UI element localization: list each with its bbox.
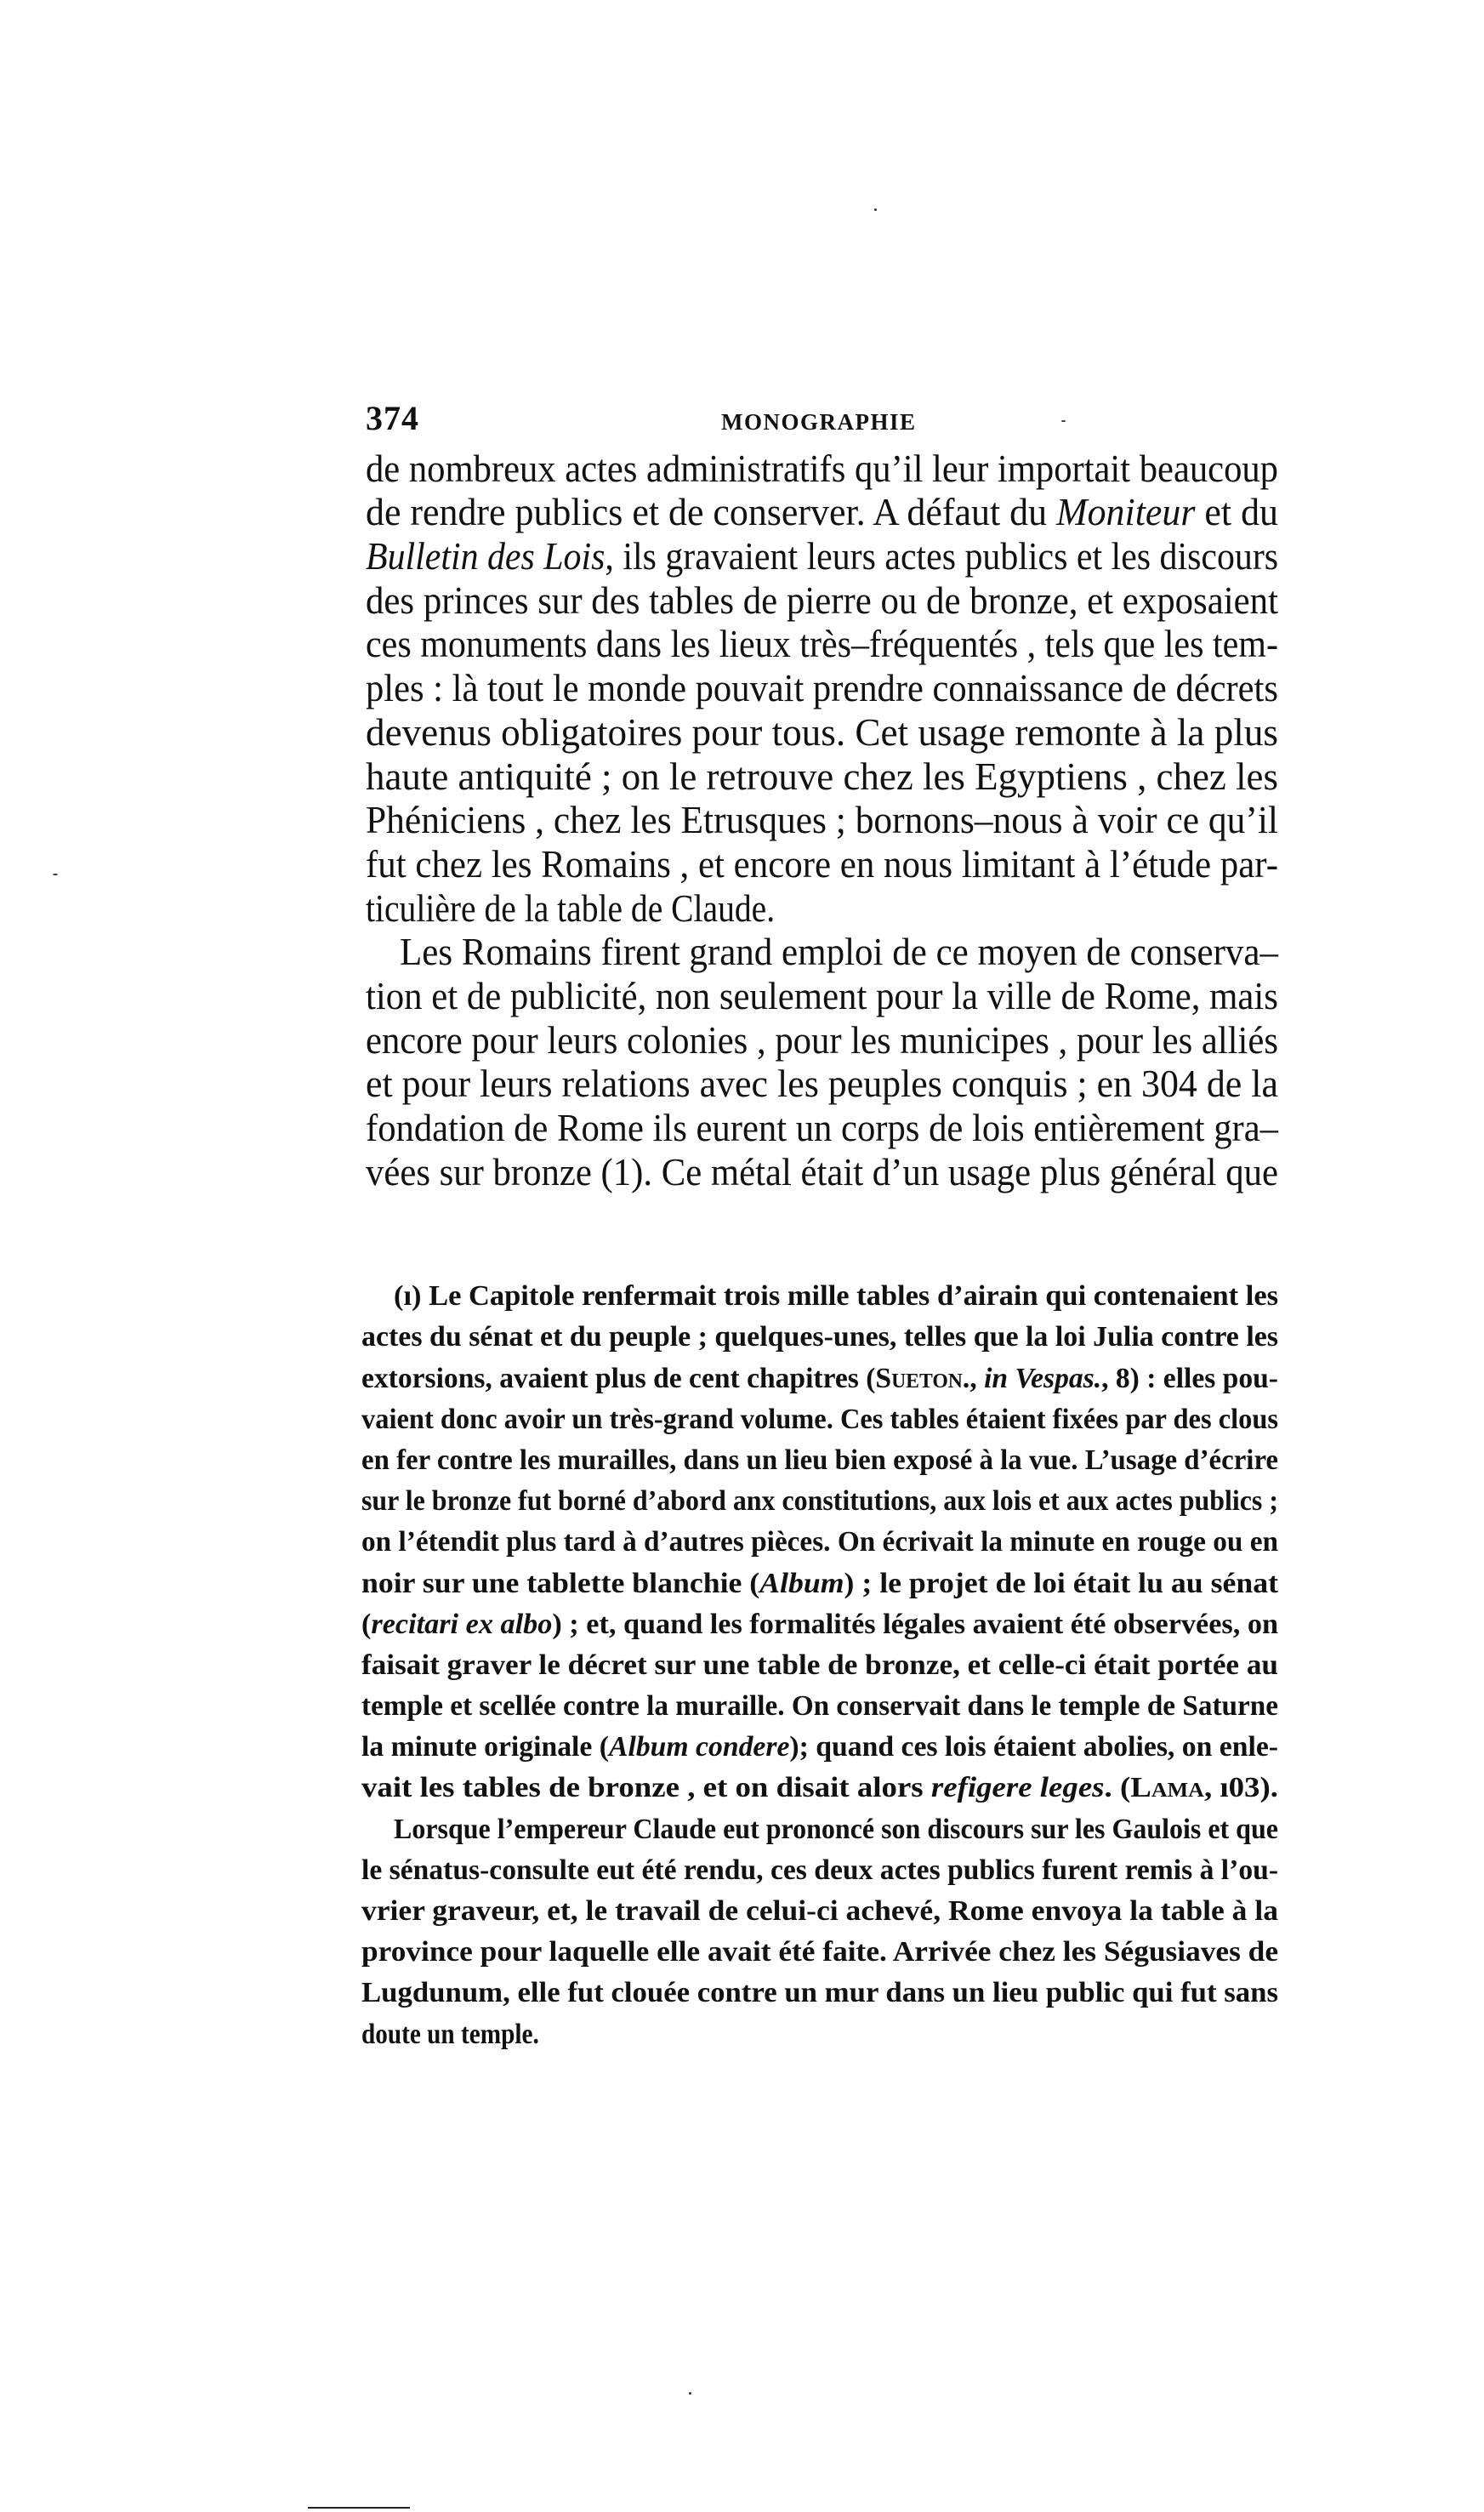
text-line-content: (recitari ex albo) ; et, quand les formalités légales avaient été observées, on xyxy=(361,1608,1279,1640)
text-line-content: fut chez les Romains , et encore en nous limitant à l’étude par- xyxy=(366,841,1279,886)
text-line xyxy=(366,578,1278,627)
text-line-content: le sénatus-consulte eut été rendu, ces deux actes publics furent remis à l’ou- xyxy=(361,1854,1279,1886)
text-line xyxy=(366,754,1278,803)
text-line xyxy=(366,1017,1278,1067)
text-line xyxy=(366,973,1278,1022)
scan-speck xyxy=(1061,420,1066,422)
text-line-content: ticulière de la table de Claude. xyxy=(366,886,776,930)
text-line-content: et pour leurs relations avec les peuples conquis ; en 304 de la xyxy=(366,1062,1278,1106)
text-line-content: province pour laquelle elle avait été faite. Arrivée chez les Ségusiaves de xyxy=(361,1936,1279,1968)
text-line-content: (ı) Le Capitole renfermait trois mille tables d’airain qui contenaient les xyxy=(394,1280,1279,1313)
text-line xyxy=(366,1149,1278,1199)
text-line-content: on l’étendit plus tard à d’autres pièces. On écrivait la minute en rouge ou en xyxy=(361,1526,1278,1558)
text-line xyxy=(366,534,1279,583)
text-line-content: fondation de Rome ils eurent un corps de lois entièrement gra– xyxy=(366,1106,1278,1149)
text-line xyxy=(361,1399,1278,1440)
footnote-block xyxy=(361,1276,1278,2055)
text-line-content: Lorsque l’empereur Claude eut prononcé son discours sur les Gaulois et que xyxy=(394,1813,1278,1845)
text-line xyxy=(361,1932,1278,1973)
text-line-content: en fer contre les murailles, dans un lieu bien exposé à la vue. L’usage d’écrire xyxy=(361,1444,1279,1476)
text-line xyxy=(361,1440,1278,1481)
text-line xyxy=(361,1563,1278,1603)
scan-speck xyxy=(53,874,58,875)
scan-speck xyxy=(689,2392,691,2395)
text-line-content: haute antiquité ; on le retrouve chez les Egyptiens , chez les xyxy=(366,754,1278,798)
text-line xyxy=(361,1276,1278,1317)
text-line-content: la minute originale (Album condere); quand ces lois étaient abolies, on enle- xyxy=(361,1731,1279,1763)
text-line-content: Bulletin des Lois, ils gravaient leurs actes publics et les discours xyxy=(366,534,1279,578)
text-line xyxy=(361,1891,1278,1932)
text-line xyxy=(361,1481,1278,1522)
text-line xyxy=(361,1850,1278,1891)
text-line-content: ces monuments dans les lieux très–fréquentés , tels que les tem- xyxy=(366,622,1279,666)
text-line xyxy=(366,666,1278,715)
text-line xyxy=(366,446,1278,495)
text-line-content: vaient donc avoir un très-grand volume. Ces tables étaient fixées par des clous xyxy=(361,1403,1279,1435)
text-line-content: vait les tables de bronze , et on disait alors refigere leges. (Lama, ı03). xyxy=(361,1772,1278,1804)
text-line-content: de rendre publics et de conserver. A défaut du Moniteur et du xyxy=(366,490,1278,534)
text-line xyxy=(361,1686,1278,1727)
text-line-content: Phéniciens , chez les Etrusques ; bornons–nous à voir ce qu’il xyxy=(366,798,1279,842)
text-line xyxy=(366,798,1279,847)
text-line-content: devenus obligatoires pour tous. Cet usage remonte à la plus xyxy=(366,709,1278,754)
scan-speck xyxy=(874,208,877,211)
text-line xyxy=(361,1317,1278,1358)
text-line-content: temple et scellée contre la muraille. On conservait dans le temple de Saturne xyxy=(361,1690,1278,1723)
text-line xyxy=(361,1522,1278,1563)
scan-edge-rule xyxy=(308,2507,410,2509)
text-line-content: des princes sur des tables de pierre ou de bronze, et exposaient xyxy=(366,578,1278,622)
text-line-content: Les Romains firent grand emploi de ce moyen de conserva– xyxy=(400,930,1278,974)
main-body-text xyxy=(366,446,1279,1199)
text-line xyxy=(361,1809,1278,1849)
text-line-content: encore pour leurs colonies , pour les municipes , pour les alliés xyxy=(366,1017,1278,1062)
text-line-content: de nombreux actes administratifs qu’il leur importait beaucoup xyxy=(366,446,1278,490)
text-line xyxy=(361,1358,1278,1398)
text-line xyxy=(366,930,1278,979)
text-line-content: tion et de publicité, non seulement pour la ville de Rome, mais xyxy=(366,973,1278,1017)
text-line xyxy=(361,1973,1278,2014)
text-line xyxy=(361,1604,1278,1645)
text-line xyxy=(366,490,1278,539)
text-line-content: actes du sénat et du peuple ; quelques-unes, telles que la loi Julia contre les xyxy=(361,1321,1279,1353)
running-header-title: MONOGRAPHIE xyxy=(721,409,917,435)
text-line-content: vées sur bronze (1). Ce métal était d’un usage plus général que xyxy=(366,1149,1278,1193)
text-line xyxy=(366,1106,1278,1154)
text-line-content: ples : là tout le monde pouvait prendre connaissance de décrets xyxy=(366,666,1278,710)
text-line xyxy=(366,622,1279,671)
text-line-content: vrier graveur, et, le travail de celui-ci achevé, Rome envoya la table à la xyxy=(361,1895,1278,1927)
page-number: 374 xyxy=(366,399,419,437)
text-line xyxy=(366,886,1278,935)
text-line xyxy=(366,709,1278,759)
text-line xyxy=(366,841,1279,891)
text-line xyxy=(361,2014,1278,2054)
text-line xyxy=(361,1645,1278,1686)
text-line xyxy=(366,1062,1278,1111)
text-line xyxy=(361,1727,1278,1768)
text-line-content: faisait graver le décret sur une table de bronze, et celle-ci était portée au xyxy=(361,1649,1279,1681)
text-line-content: sur le bronze fut borné d’abord anx constitutions, aux lois et aux actes publics ; xyxy=(361,1485,1278,1518)
text-line-content: noir sur une tablette blanchie (Album) ; le projet de loi était lu au sénat xyxy=(361,1567,1278,1599)
text-line-content: extorsions, avaient plus de cent chapitres (Sueton., in Vespas., 8) : elles pou- xyxy=(361,1362,1278,1394)
text-line-content: Lugdunum, elle fut clouée contre un mur dans un lieu public qui fut sans xyxy=(361,1977,1278,2009)
text-line-content: doute un temple. xyxy=(361,2018,539,2050)
text-line xyxy=(361,1768,1278,1809)
